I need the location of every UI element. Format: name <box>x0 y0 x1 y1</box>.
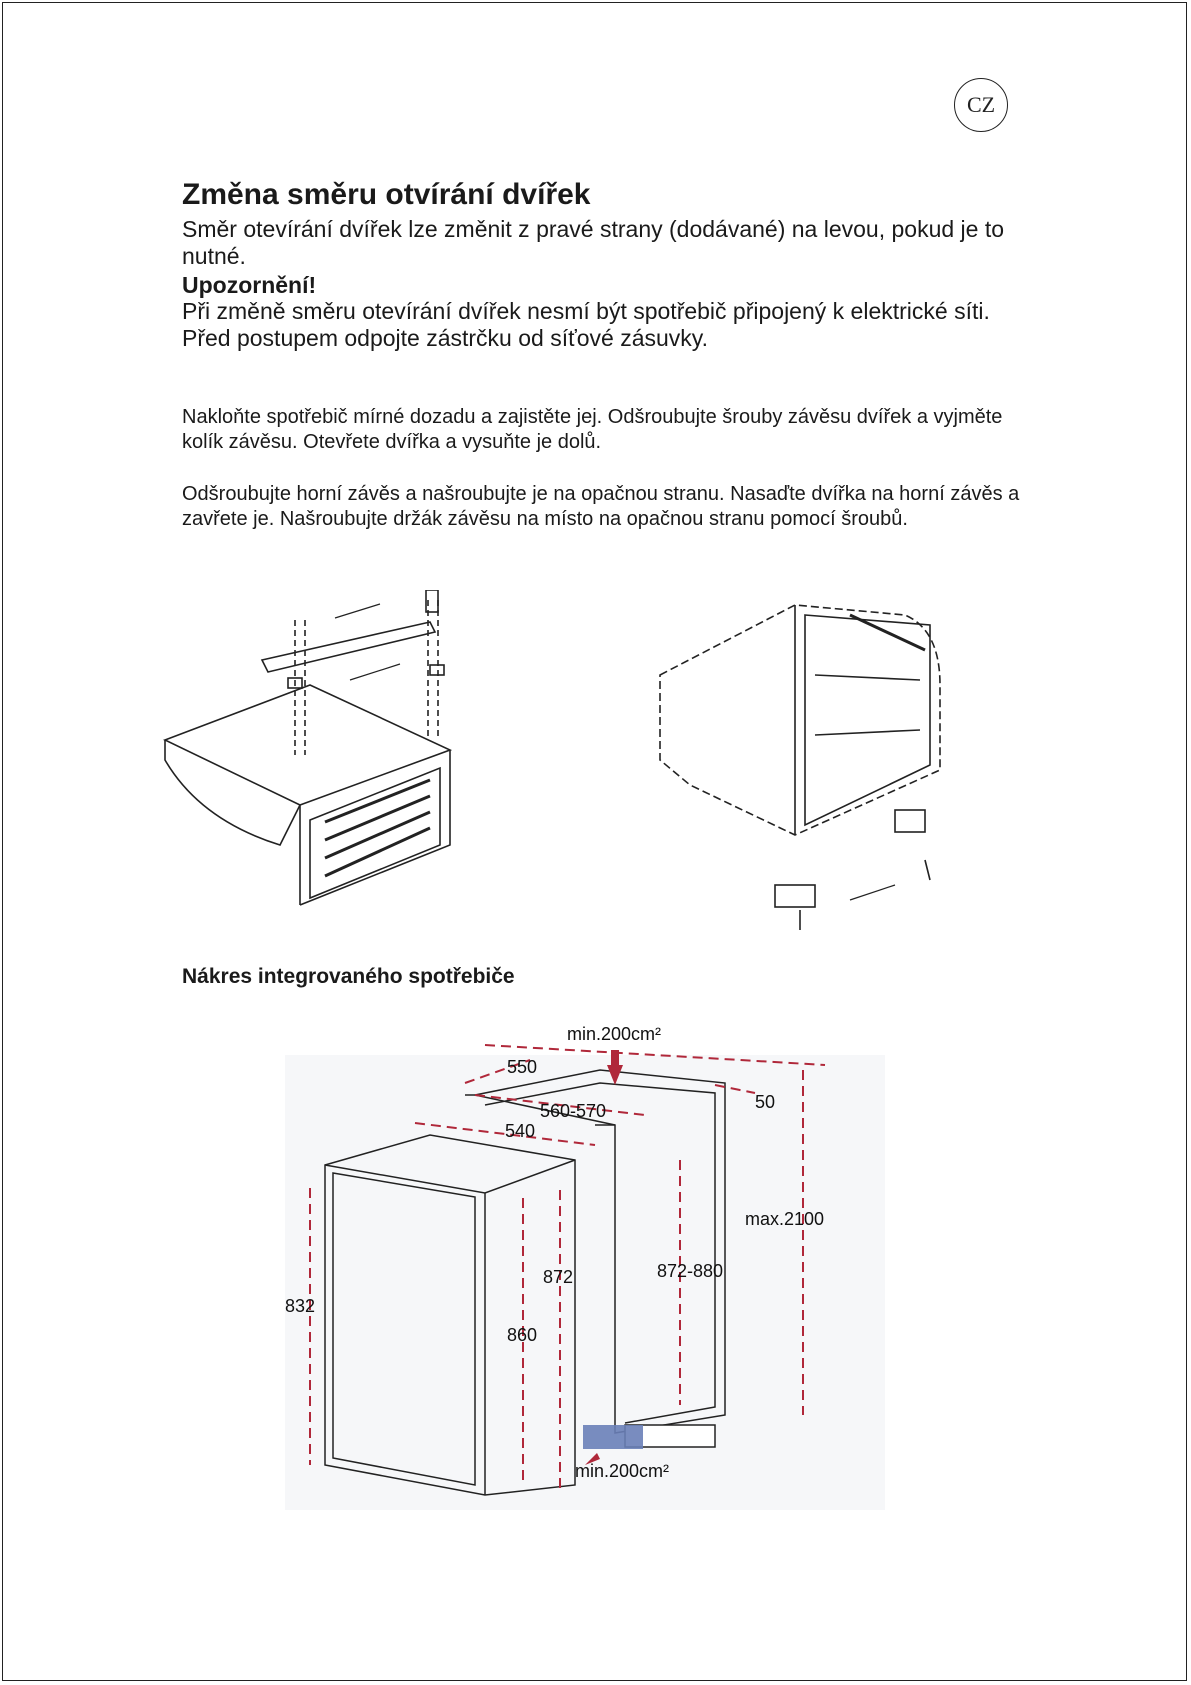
warning-paragraph: Při změně směru otevírání dvířek nesmí být spotřebič připojený k elektrické síti. Před postupem odpojte zástrčku od síťové zásuvky. <box>182 298 990 351</box>
dim-gap: 50 <box>755 1092 776 1112</box>
dim-vent-top: min.200cm² <box>567 1024 662 1044</box>
warning-label: Upozornění! <box>182 272 317 298</box>
section-title-door-reversal: Změna směru otvírání dvířek <box>182 178 591 211</box>
step2-paragraph: Odšroubujte horní závěs a našroubujte je na opačnou stranu. Nasaďte dvířka na horní závěs a zavřete je. Našroubujte držák závěsu na místo na opačnou stranu pomocí šroubů. <box>182 483 1020 530</box>
dim-max-height: max.2100 <box>745 1209 825 1229</box>
dim-appliance-depth: 540 <box>505 1121 536 1141</box>
dim-depth-top: 550 <box>507 1057 538 1077</box>
cabinet-hinge-illustration <box>655 595 955 940</box>
integration-dimension-drawing <box>285 1015 885 1510</box>
dim-door-height: 832 <box>285 1296 316 1316</box>
dim-vent-bottom: min.200cm² <box>575 1461 670 1481</box>
step1-paragraph: Nakloňte spotřebič mírné dozadu a zajistěte jej. Odšroubujte šrouby závěsu dvířek a vyjměte kolík závěsu. Otevřete dvířka a vysuňte je dolů. <box>182 406 1003 453</box>
dim-appliance-height: 860 <box>507 1325 538 1345</box>
dim-appliance-height-outer: 872 <box>543 1267 574 1287</box>
language-badge: CZ <box>954 78 1008 132</box>
dim-niche-width: 560-570 <box>540 1101 607 1121</box>
dim-niche-height: 872-880 <box>657 1261 724 1281</box>
section-title-integration-drawing: Nákres integrovaného spotřebiče <box>182 965 515 988</box>
hinge-top-illustration <box>160 590 460 920</box>
intro-paragraph: Směr otevírání dvířek lze změnit z pravé strany (dodávané) na levou, pokud je to nutné. <box>182 216 1005 269</box>
